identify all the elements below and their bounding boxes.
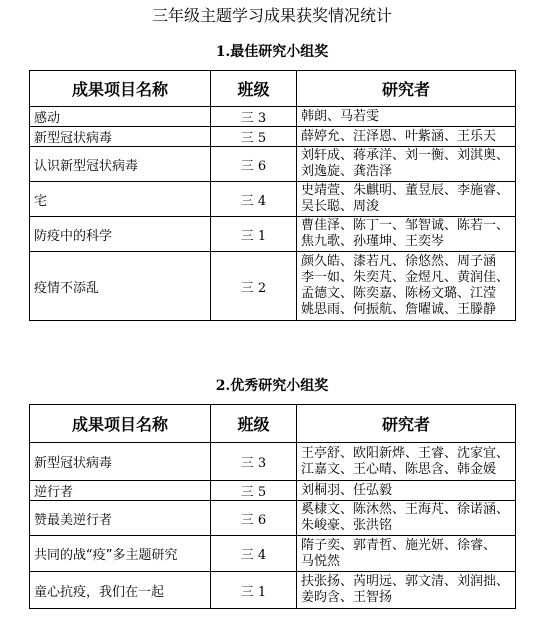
table-row xyxy=(30,127,516,147)
table-row xyxy=(30,107,516,127)
table-row xyxy=(30,217,516,252)
researchers-line: 姜昀含、王智扬 xyxy=(301,590,393,605)
class-cell: 三 4 xyxy=(211,182,297,217)
researchers-cell xyxy=(297,501,516,536)
project-name-cell: 新型冠状病毒 xyxy=(30,443,211,481)
researchers-line: 姚思雨、何振航、詹曜诚、王滕静 xyxy=(301,302,497,317)
table-row xyxy=(30,182,516,217)
class-cell: 三 2 xyxy=(211,252,297,321)
researchers-line: 奚棣文、陈沐然、王海芃、徐诺涵、 xyxy=(301,502,510,517)
header-class: 班级 xyxy=(211,71,297,107)
researchers-line: 焦九歌、孙瑾坤、王奕岑 xyxy=(301,234,445,249)
table-row xyxy=(30,147,516,182)
researchers-line: 刘桐羽、任弘毅 xyxy=(301,482,393,498)
researchers-line: 曹佳泽、陈丁一、邹智诚、陈若一、 xyxy=(301,218,510,233)
excellent-group-award-table xyxy=(29,404,516,609)
researchers-line: 薛婷允、汪泽恩、叶紫涵、王乐天 xyxy=(301,128,497,144)
table-row xyxy=(30,481,516,501)
project-name-cell: 逆行者 xyxy=(30,481,211,501)
researchers-cell xyxy=(297,252,516,321)
table-row xyxy=(30,536,516,572)
researchers-line: 颜久皓、漆若凡、徐悠然、周子涵 xyxy=(301,254,497,269)
class-cell: 三 5 xyxy=(211,481,297,501)
section-heading-excellent: 2.优秀研究小组奖 xyxy=(215,378,329,394)
class-cell: 三 3 xyxy=(211,443,297,481)
header-class: 班级 xyxy=(211,405,297,443)
table-row xyxy=(30,443,516,481)
project-name-cell: 赞最美逆行者 xyxy=(30,501,211,536)
class-cell: 三 3 xyxy=(211,107,297,127)
researchers-cell xyxy=(297,443,516,481)
researchers-line: 韩朗、马若雯 xyxy=(301,108,380,124)
researchers-cell xyxy=(297,182,516,217)
section-heading-best: 1.最佳研究小组奖 xyxy=(215,44,329,60)
project-name-cell: 疫情不添乱 xyxy=(30,252,211,321)
header-project-name: 成果项目名称 xyxy=(30,405,211,443)
table-row xyxy=(30,501,516,536)
researchers-line: 隋子奕、郭青哲、施光妍、徐睿、 xyxy=(301,537,497,553)
class-cell: 三 1 xyxy=(211,217,297,252)
researchers-line: 朱峻豪、张洪铭 xyxy=(301,518,393,533)
researchers-cell xyxy=(297,127,516,147)
researchers-cell xyxy=(297,481,516,501)
researchers-line: 吴长聪、周浚 xyxy=(301,199,380,214)
project-name-cell: 感动 xyxy=(30,107,211,127)
researchers-line: 李一如、朱奕芃、金煜凡、黄润佳、 xyxy=(301,270,510,285)
table-row xyxy=(30,572,516,609)
header-researchers: 研究者 xyxy=(297,71,516,107)
project-name-cell: 宅 xyxy=(30,182,211,217)
researchers-line: 史靖萱、朱麒明、董昱辰、李施睿、 xyxy=(301,183,510,198)
project-name-cell: 童心抗疫，我们在一起 xyxy=(30,572,211,609)
researchers-cell xyxy=(297,536,516,572)
researchers-line: 江嘉文、王心晴、陈思含、韩金媛 xyxy=(301,461,497,477)
project-name-cell: 新型冠状病毒 xyxy=(30,127,211,147)
researchers-line: 马悦然 xyxy=(301,553,341,569)
class-cell: 三 6 xyxy=(211,147,297,182)
header-project-name: 成果项目名称 xyxy=(30,71,211,107)
class-cell: 三 1 xyxy=(211,572,297,609)
best-group-award-table xyxy=(29,70,516,321)
researchers-line: 刘轩成、蒋承洋、刘一衡、刘淇奥、 xyxy=(301,148,510,163)
class-cell: 三 5 xyxy=(211,127,297,147)
researchers-cell xyxy=(297,147,516,182)
researchers-line: 孟德文、陈奕嘉、陈杨文璐、江滢 xyxy=(301,286,497,301)
header-researchers: 研究者 xyxy=(297,405,516,443)
researchers-cell xyxy=(297,107,516,127)
class-cell: 三 6 xyxy=(211,501,297,536)
researchers-line: 扶张扬、芮明远、郭文清、刘润拙、 xyxy=(301,574,510,589)
project-name-cell: 防疫中的科学 xyxy=(30,217,211,252)
table-row xyxy=(30,252,516,321)
class-cell: 三 4 xyxy=(211,536,297,572)
researchers-line: 刘逸旋、龚浩泽 xyxy=(301,164,393,179)
project-name-cell: 共同的战“疫”多主题研究 xyxy=(30,536,211,572)
researchers-line: 王亭舒、欧阳新烨、王睿、沈家宜、 xyxy=(301,445,510,461)
researchers-cell xyxy=(297,572,516,609)
project-name-cell: 认识新型冠状病毒 xyxy=(30,147,211,182)
page-title: 三年级主题学习成果获奖情况统计 xyxy=(151,6,392,25)
researchers-cell xyxy=(297,217,516,252)
